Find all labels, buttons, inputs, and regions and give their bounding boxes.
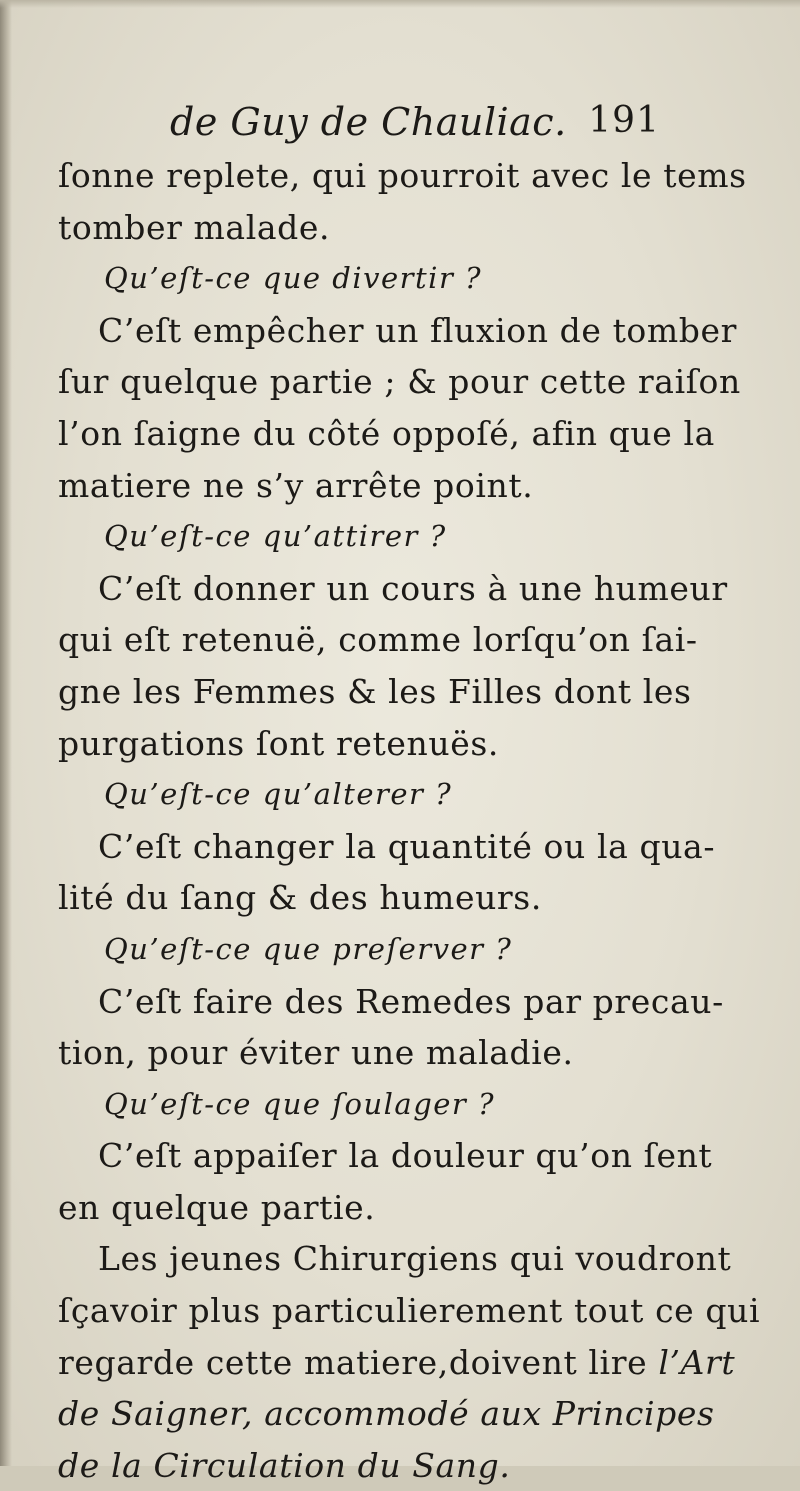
- text-line: en quelque partie.: [58, 1187, 376, 1227]
- text-line: tomber malade.: [58, 207, 331, 247]
- question-alterer: Qu’eſt-ce qu’alterer ?: [104, 777, 453, 812]
- running-head: [170, 100, 660, 150]
- text-line: ſçavoir plus particulierement tout ce qui: [58, 1291, 761, 1331]
- body-text: [58, 150, 761, 1491]
- text-line: C’eſt faire des Remedes par precau-: [98, 981, 724, 1021]
- text-line: l’on ſaigne du côté oppoſé, afin que la: [58, 413, 715, 453]
- text-line: ſonne replete, qui pourroit avec le tems: [58, 156, 747, 195]
- question-divertir: Qu’eſt-ce que divertir ?: [104, 261, 483, 296]
- page-number: 191: [588, 100, 660, 141]
- question-soulager: Qu’eſt-ce que ſoulager ?: [104, 1086, 496, 1121]
- running-title: de Guy de Chauliac.: [170, 100, 567, 144]
- page-top-shadow: [0, 0, 800, 8]
- text-line: C’eſt empêcher un fluxion de tomber: [98, 310, 738, 350]
- text-line: Les jeunes Chirurgiens qui voudront: [98, 1239, 732, 1279]
- text-line: [58, 1337, 736, 1389]
- page-binding-shadow: [0, 0, 12, 1466]
- text-line: matiere ne s’y arrête point.: [58, 465, 534, 505]
- text-line: tion, pour éviter une maladie.: [58, 1033, 574, 1073]
- question-attirer: Qu’eſt-ce qu’attirer ?: [104, 519, 447, 554]
- text-line: purgations ſont retenuës.: [58, 723, 499, 763]
- text-line: ſur quelque partie ; & pour cette raiſon: [58, 362, 741, 402]
- text-segment: regarde cette matiere,doivent lire: [58, 1342, 648, 1382]
- book-title-line: de la Circulation du Sang.: [58, 1445, 511, 1485]
- question-preserver: Qu’eſt-ce que preſerver ?: [104, 931, 513, 966]
- text-line: gne les Femmes & les Filles dont les: [58, 671, 692, 711]
- book-title-segment: l’Art: [658, 1342, 736, 1382]
- text-line: lité du ſang & des humeurs.: [58, 878, 542, 918]
- text-line: C’eſt donner un cours à une humeur: [98, 568, 728, 608]
- text-line: C’eſt appaiſer la douleur qu’on ſent: [98, 1136, 713, 1176]
- book-title-line: de Saigner, accommodé aux Principes: [58, 1394, 715, 1434]
- text-line: qui eſt retenuë, comme lorſqu’on ſai-: [58, 620, 698, 660]
- text-line: C’eſt changer la quantité ou la qua-: [98, 826, 716, 866]
